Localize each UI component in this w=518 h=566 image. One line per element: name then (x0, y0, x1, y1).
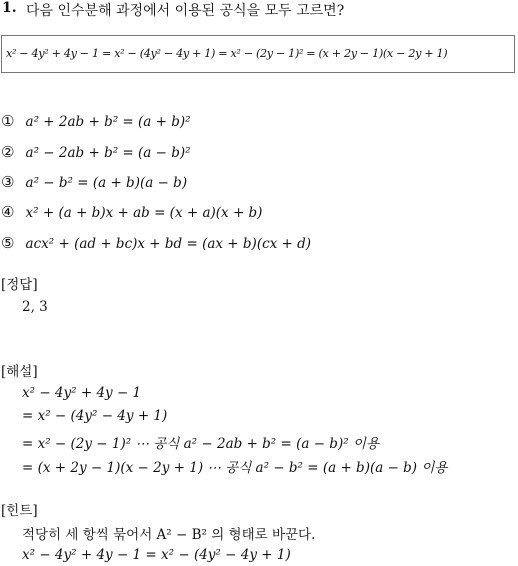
option-5-formula: acx² + (ad + bc)x + bd = (ax + b)(cx + d) (25, 236, 312, 252)
explanation-label: [해설] (1, 364, 38, 380)
option-1[interactable] (1, 111, 191, 130)
option-1-formula: a² + 2ab + b² = (a + b)² (25, 114, 191, 130)
option-3-formula: a² − b² = (a + b)(a − b) (25, 175, 188, 191)
option-4[interactable] (1, 202, 262, 221)
hint-text: 적당히 세 항씩 묶어서 A² − B² 의 형태로 바꾼다. (22, 527, 316, 543)
answer-label: [정답] (1, 277, 38, 293)
hint-label: [힌트] (1, 503, 38, 519)
boxed-equation: x² − 4y² + 4y − 1 = x² − (4y² − 4y + 1) = x² − (2y − 1)² = (x + 2y − 1)(x − 2y + 1) (6, 47, 448, 60)
option-4-formula: x² + (a + b)x + ab = (x + a)(x + b) (25, 205, 263, 221)
option-4-mark: ④ (1, 203, 15, 221)
option-5-mark: ⑤ (1, 234, 15, 252)
option-2[interactable] (1, 142, 191, 161)
option-2-mark: ② (1, 143, 15, 161)
option-3[interactable] (1, 172, 187, 191)
hint-formula: x² − 4y² + 4y − 1 = x² − (4y² − 4y + 1) (22, 547, 291, 563)
option-1-mark: ① (1, 112, 15, 130)
explanation-line-3: = x² − (2y − 1)² ⋯ 공식 a² − 2ab + b² = (a − b)² 이용 (22, 436, 380, 452)
explanation-line-4: = (x + 2y − 1)(x − 2y + 1) ⋯ 공식 a² − b² = (a + b)(a − b) 이용 (22, 460, 448, 476)
question-number: 1. (2, 0, 17, 16)
option-5[interactable] (1, 233, 311, 252)
explanation-line-1: x² − 4y² + 4y − 1 (22, 385, 142, 401)
option-2-formula: a² − 2ab + b² = (a − b)² (25, 145, 191, 161)
equation-box (1, 35, 515, 73)
question-text: 다음 인수분해 과정에서 이용된 공식을 모두 고르면? (26, 3, 345, 19)
option-3-mark: ③ (1, 173, 15, 191)
answer-value: 2, 3 (22, 299, 48, 315)
explanation-line-2: = x² − (4y² − 4y + 1) (22, 408, 168, 424)
